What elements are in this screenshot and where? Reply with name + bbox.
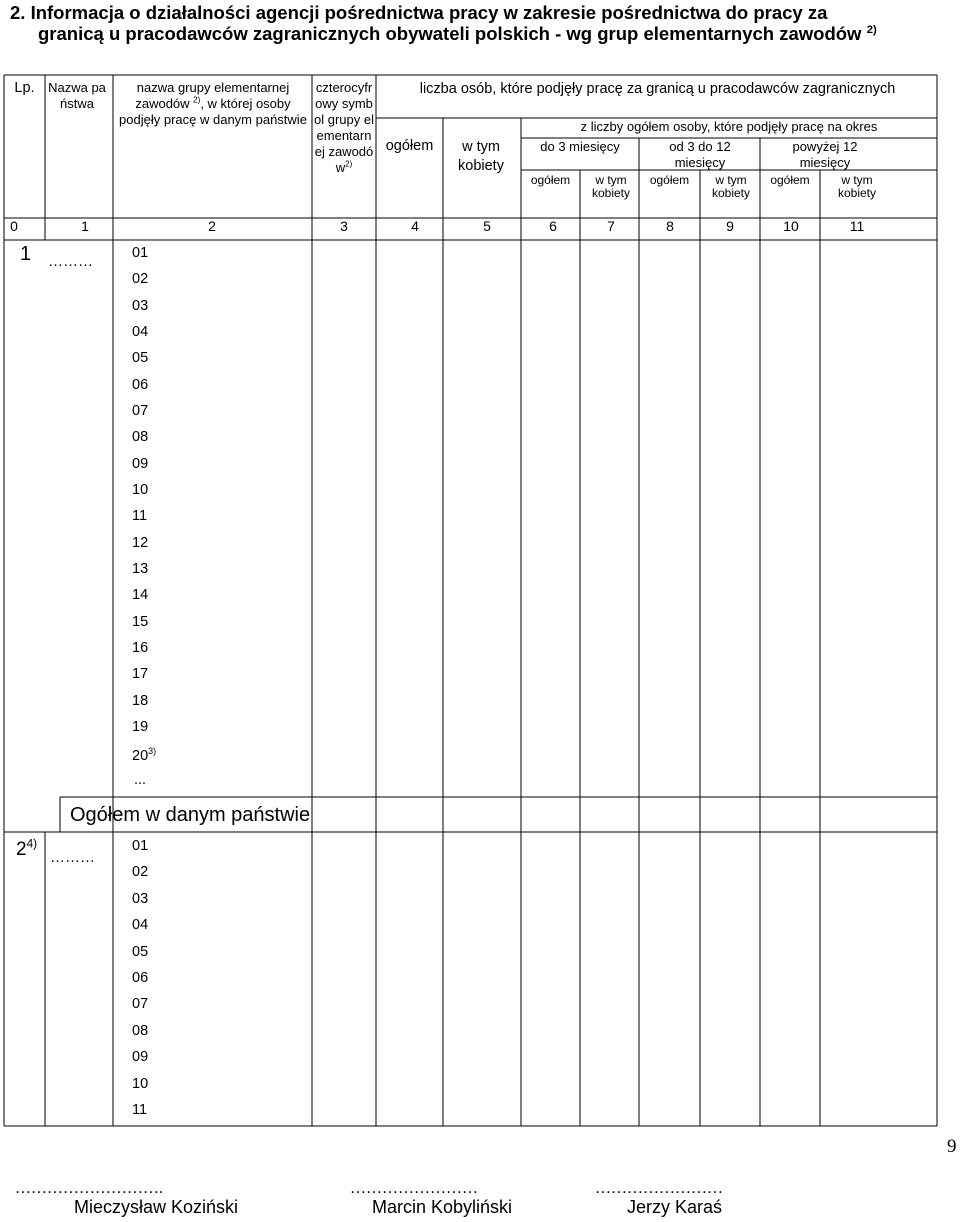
row-ellipsis: ... [134, 772, 147, 788]
row-code: 09 [132, 456, 149, 472]
row-code: 17 [132, 666, 149, 682]
header-country: Nazwa państwa [48, 80, 106, 111]
row-code: 15 [132, 614, 149, 630]
column-number: 5 [483, 218, 491, 234]
block1-summary: Ogółem w danym państwie [70, 804, 311, 826]
row-code: 08 [132, 1023, 149, 1039]
header-sub-women-1: w tym kobiety [591, 173, 631, 200]
signature-name: Marcin Kobyliński [372, 1197, 513, 1217]
row-code: 08 [132, 429, 149, 445]
row-code: 13 [132, 561, 149, 577]
header-lp: Lp. [14, 80, 35, 96]
header-sub-total-2: ogółem [649, 173, 690, 187]
column-number: 0 [10, 218, 18, 234]
column-number: 10 [783, 218, 799, 234]
column-number: 1 [81, 218, 89, 234]
row-code: 06 [132, 970, 149, 986]
header-main: liczba osób, które podjęły pracę za granicą u pracodawców zagranicznych [419, 81, 896, 97]
header-period-1: do 3 miesięcy [540, 139, 620, 154]
row-code: 10 [132, 1076, 149, 1092]
block2-country: ……… [50, 849, 95, 866]
row-code: 01 [132, 838, 149, 854]
column-number: 6 [549, 218, 557, 234]
signature-name: Jerzy Karaś [627, 1197, 723, 1217]
row-code: 19 [132, 719, 149, 735]
row-code: 03 [132, 891, 149, 907]
signature-line: …………………… [595, 1180, 723, 1197]
column-number: 4 [411, 218, 419, 234]
row-code: 16 [132, 640, 149, 656]
header-women: w tym kobiety [458, 139, 504, 174]
row-code: 11 [132, 1102, 148, 1118]
header-sub-women-2: w tym kobiety [711, 173, 751, 200]
row-code: 05 [132, 944, 149, 960]
row-code: 14 [132, 587, 149, 603]
title-line-1: 2. Informacja o działalności agencji pośrednictwa pracy w zakresie pośrednictwa do pracy za [10, 2, 828, 23]
signature-line: ………………………. [15, 1180, 163, 1197]
row-code: 04 [132, 324, 149, 340]
row-code: 07 [132, 403, 149, 419]
header-symbol: czterocyfrowy symbol grupy elementarnej zawodów$^{2)}$ [314, 80, 374, 175]
block1-lp: 1 [20, 243, 32, 265]
row-code: 05 [132, 350, 149, 366]
header-group-name: nazwa grupy elementarnej zawodów $^{2)}$, w której osoby podjęły pracę w danym państwie [119, 80, 307, 127]
row-code: 07 [132, 996, 149, 1012]
block1-country: ……… [48, 253, 93, 270]
signature-line: …………………… [350, 1180, 478, 1197]
column-number: 8 [666, 218, 674, 234]
header-sub-main: z liczby ogółem osoby, które podjęły pracę na okres [580, 119, 878, 134]
row-code: 11 [132, 508, 148, 524]
header-period-3: powyżej 12 miesięcy [792, 139, 858, 170]
column-number: 2 [208, 218, 216, 234]
row-code: 06 [132, 377, 149, 393]
page-number: 9 [947, 1136, 957, 1157]
row-code: 02 [132, 864, 149, 880]
column-number: 11 [849, 218, 865, 234]
row-code: 09 [132, 1049, 149, 1065]
row-code: 04 [132, 917, 149, 933]
column-number: 9 [726, 218, 734, 234]
header-sub-total-3: ogółem [770, 173, 810, 187]
header-sub-total-1: ogółem [530, 173, 571, 187]
row-code: 12 [132, 535, 149, 551]
title-line-2: granicą u pracodawców zagranicznych obywateli polskich - wg grup elementarnych zawodów $^{2)}$ [38, 23, 877, 44]
column-number: 3 [340, 218, 348, 234]
header-period-2: od 3 do 12 miesięcy [669, 139, 731, 170]
block2-lp: 2$^{4)}$ [16, 837, 38, 860]
row-code: 02 [132, 271, 149, 287]
row-code-last: 20$^{3)}$ [132, 746, 157, 764]
row-code: 01 [132, 245, 149, 261]
column-number: 7 [607, 218, 615, 234]
header-sub-women-3: w tym kobiety [837, 173, 877, 200]
header-total: ogółem [385, 138, 434, 154]
signature-name: Mieczysław Koziński [74, 1197, 239, 1217]
row-code: 03 [132, 298, 149, 314]
row-code: 10 [132, 482, 149, 498]
row-code: 18 [132, 693, 149, 709]
